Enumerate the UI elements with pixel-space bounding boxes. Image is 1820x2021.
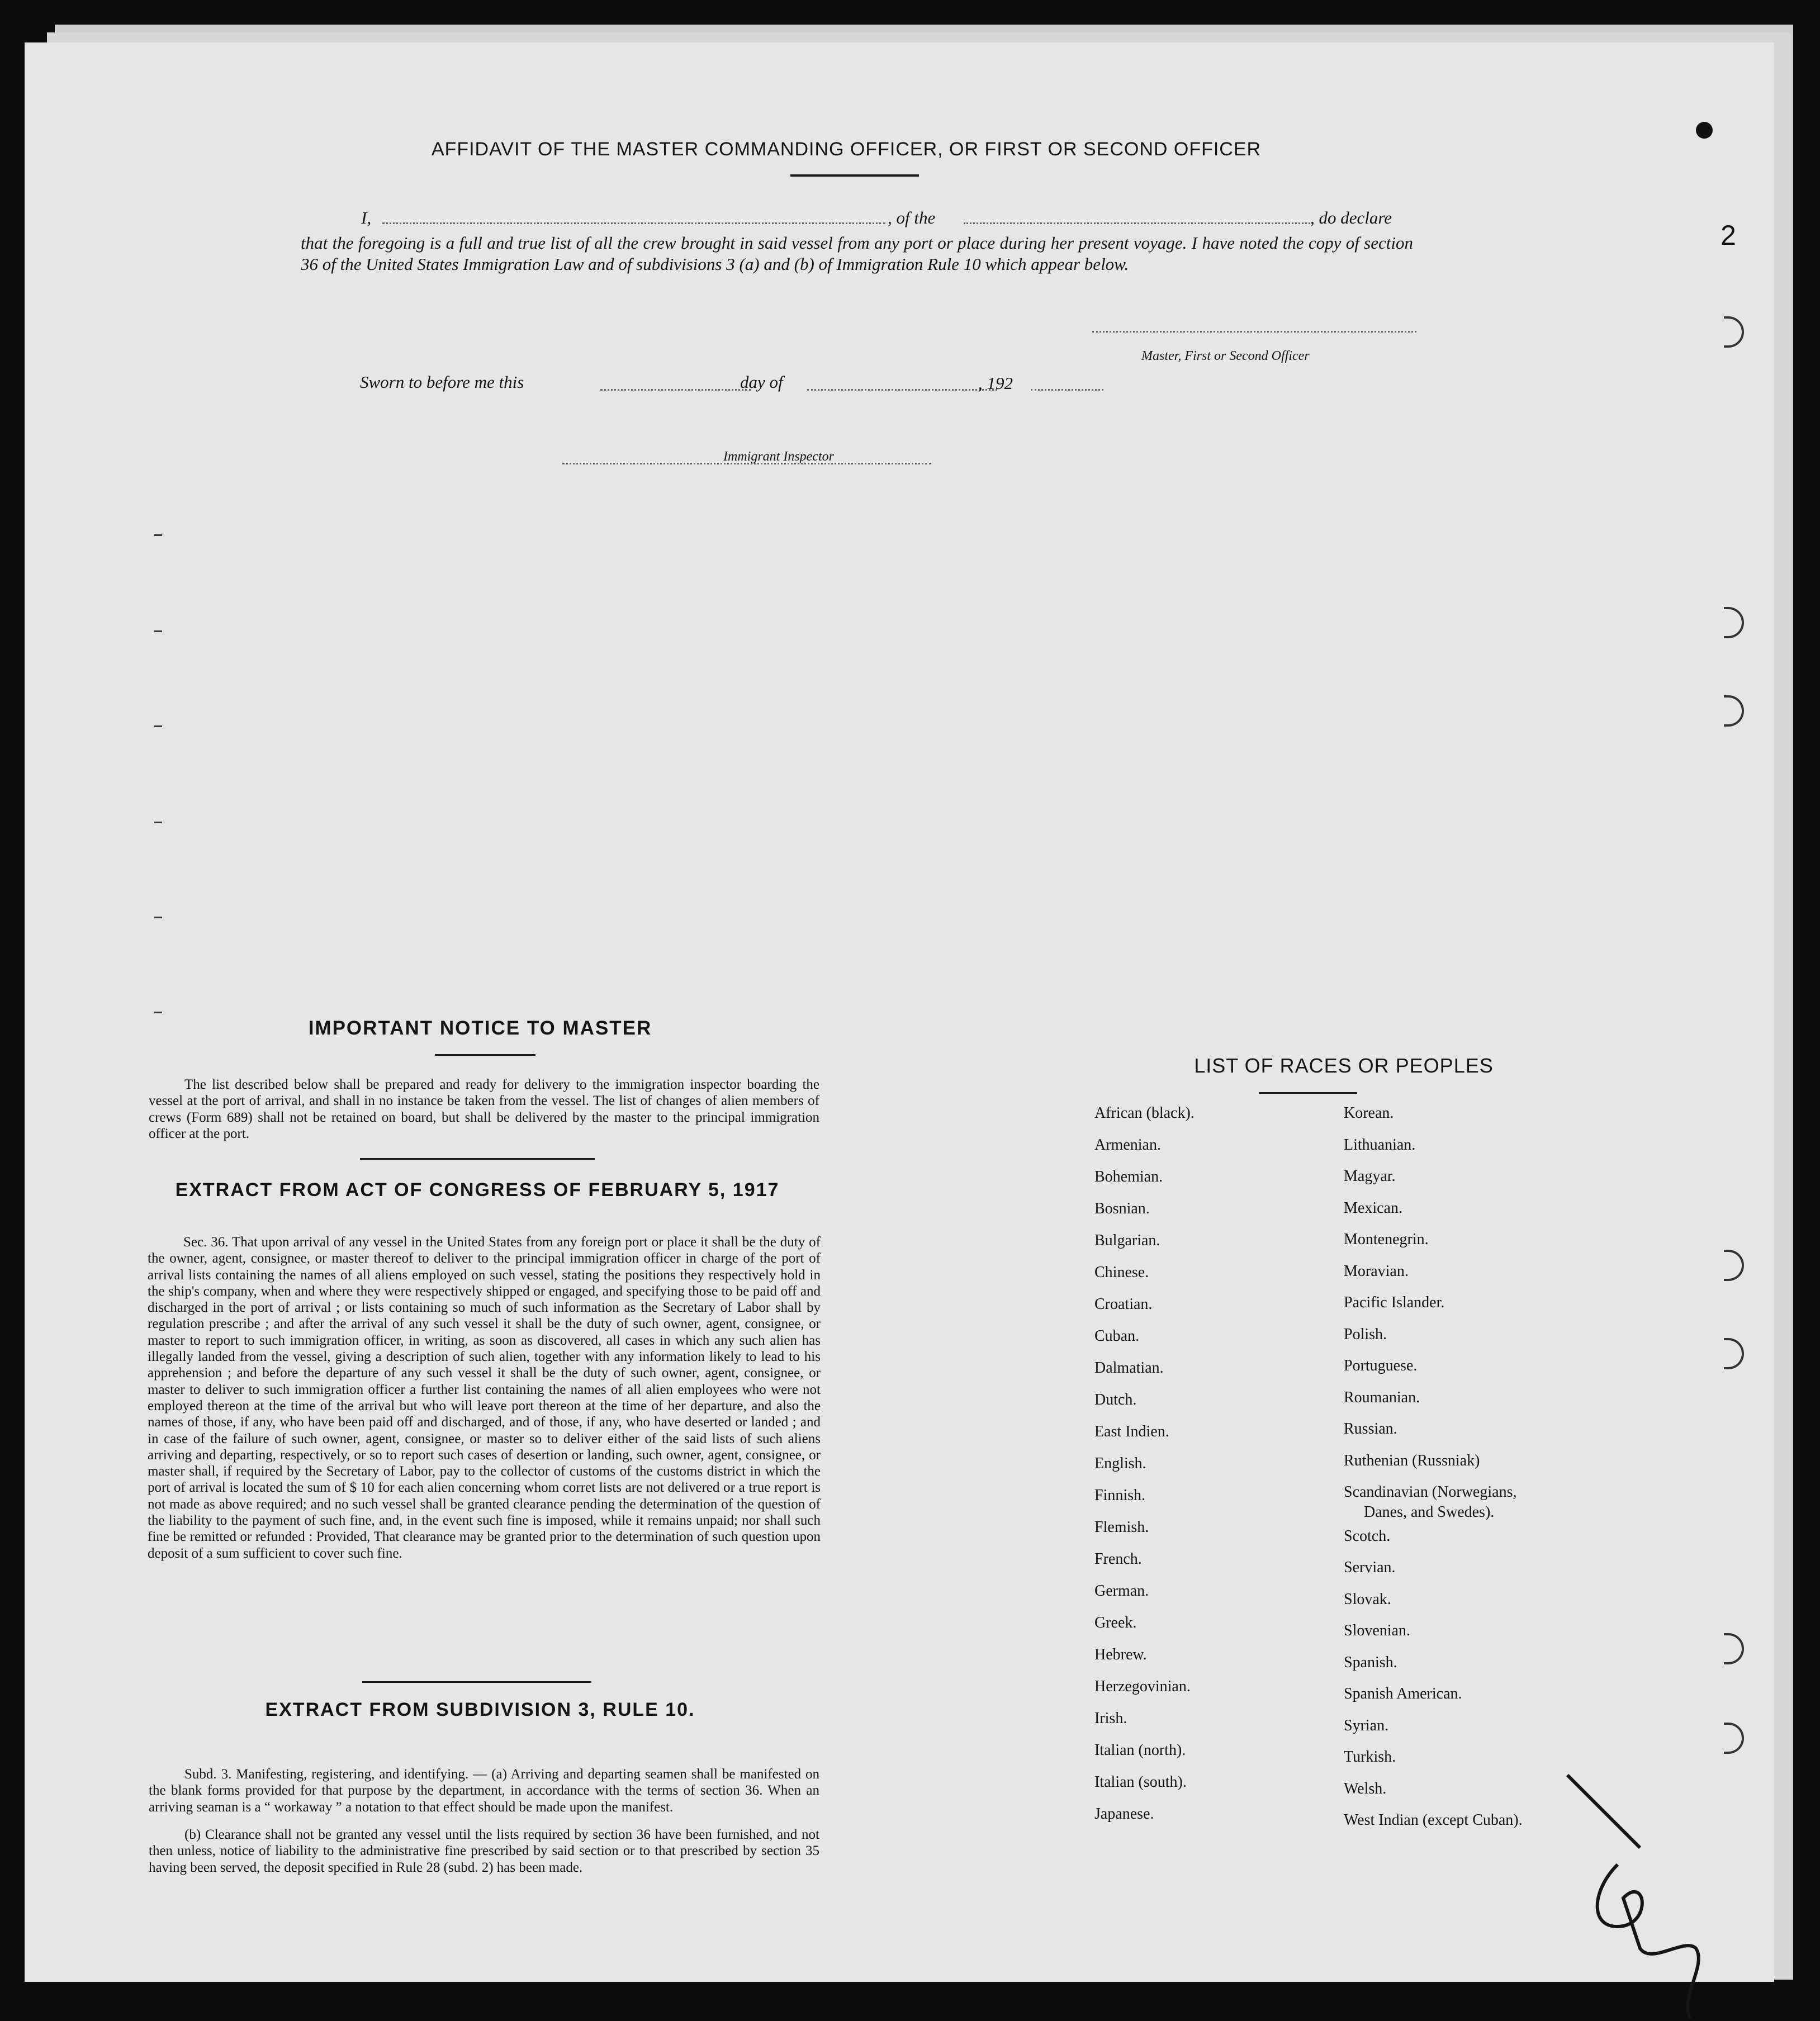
race-item: African (black).	[1094, 1104, 1195, 1122]
act-divider	[362, 1681, 591, 1683]
race-item: Ruthenian (Russniak)	[1344, 1451, 1480, 1469]
race-item: Montenegrin.	[1344, 1231, 1429, 1248]
races-title: LIST OF RACES OR PEOPLES	[1194, 1054, 1494, 1077]
race-item: Irish.	[1094, 1710, 1127, 1727]
punch-hole	[1724, 1633, 1744, 1664]
inspector-label: Immigrant Inspector	[723, 449, 834, 464]
act-title: EXTRACT FROM ACT OF CONGRESS OF FEBRUARY 5, 1917	[175, 1179, 780, 1201]
race-item: Greek.	[1094, 1614, 1137, 1631]
handwritten-checkmark	[1556, 1764, 1724, 2021]
margin-tick	[154, 725, 162, 727]
race-item: Finnish.	[1094, 1487, 1146, 1504]
notice-divider	[360, 1158, 595, 1160]
race-item: Pacific Islander.	[1344, 1294, 1445, 1311]
races-left-column	[1094, 1104, 1335, 1876]
blank-name	[382, 222, 885, 224]
blank-vessel	[964, 222, 1310, 224]
affidavit-do-declare: , do declare	[1310, 208, 1392, 227]
race-item: Polish.	[1344, 1325, 1387, 1343]
race-item: Portuguese.	[1344, 1357, 1418, 1374]
races-underline	[1259, 1092, 1357, 1094]
race-item: Flemish.	[1094, 1519, 1149, 1536]
race-item: Dutch.	[1094, 1391, 1137, 1408]
race-item: Scotch.	[1344, 1527, 1391, 1545]
race-item: Lithuanian.	[1344, 1136, 1416, 1154]
notice-underline	[435, 1054, 535, 1056]
rule-para-b: (b) Clearance shall not be granted any vessel until the lists required by section 36 have been furnished, and not then unless, notice of liability to the administrative fine prescribed by said section or to that prescribed by section 35 having been served, the deposit specified in Rule 28 (subd. 2) has been made.	[149, 1827, 819, 1875]
race-item: West Indian (except Cuban).	[1344, 1811, 1523, 1829]
race-item: Spanish American.	[1344, 1685, 1462, 1702]
race-item: Italian (south).	[1094, 1773, 1187, 1791]
margin-tick	[154, 917, 162, 918]
margin-tick	[154, 822, 162, 823]
race-item: Turkish.	[1344, 1748, 1396, 1766]
race-item: Dalmatian.	[1094, 1359, 1164, 1377]
race-item: Slovenian.	[1344, 1622, 1410, 1639]
race-item: Spanish.	[1344, 1653, 1397, 1671]
affidavit-line-i: I,	[361, 208, 372, 227]
race-item: Roumanian.	[1344, 1388, 1420, 1406]
races-right-column	[1344, 1104, 1579, 1876]
blank-signature	[1092, 331, 1416, 333]
sworn-prefix: Sworn to before me this	[360, 372, 524, 392]
signer-label: Master, First or Second Officer	[1141, 349, 1310, 363]
sworn-year: , 192	[978, 373, 1013, 393]
race-item: Syrian.	[1344, 1716, 1389, 1734]
race-item: Servian.	[1344, 1559, 1396, 1576]
blank-month	[807, 389, 997, 391]
race-item: Chinese.	[1094, 1264, 1149, 1281]
race-item: French.	[1094, 1550, 1142, 1568]
race-item: Magyar.	[1344, 1168, 1396, 1185]
race-item: Japanese.	[1094, 1805, 1154, 1823]
race-item: Cuban.	[1094, 1327, 1140, 1345]
punch-hole	[1724, 695, 1744, 727]
race-item: Bosnian.	[1094, 1200, 1150, 1217]
affidavit-title: AFFIDAVIT OF THE MASTER COMMANDING OFFICER, OR FIRST OR SECOND OFFICER	[431, 139, 1262, 160]
race-item: Moravian.	[1344, 1262, 1409, 1280]
punch-hole	[1724, 1250, 1744, 1281]
punch-hole	[1724, 607, 1744, 638]
rule-title: EXTRACT FROM SUBDIVISION 3, RULE 10.	[265, 1699, 695, 1720]
race-item: Russian.	[1344, 1420, 1397, 1438]
margin-tick	[154, 534, 162, 536]
act-body: Sec. 36. That upon arrival of any vessel in the United States from any foreign port or place it shall be the duty of the owner, agent, consignee, or master thereof to deliver to the principal immigration officer in charge of the port of arrival lists containing the names of all aliens employed on such vessel, stating the positions they respectively hold in the ship's company, when and where they were respectively shipped or engaged, and specifying those to be paid off and discharged in the port of arrival ; or lists containing so much of such information as the Secretary of Labor shall by regulation prescribe ; and after the arrival of any such vessel it shall be the duty of such owner, agent, consignee, or master to report to such immigration officer, in writing, as soon as discovered, all cases in which any such alien has illegally landed from the vessel, giving a description of such alien, together with any information likely to lead to his apprehension ; and before the departure of any such vessel it shall be the duty of such owner, agent, consignee, or master to deliver to such immigration officer a further list containing the names of all alien employees who were not employed thereon at the time of the arrival but who will leave port thereon at the time of her departure, and also the names of those, if any, who have been paid off and discharged, and of those, if any, who have deserted or landed ; and in case of the failure of such owner, agent, consignee, or master so to deliver either of the said lists of such aliens arriving and departing, respectively, or so to report such cases of desertion or landing, such owner, agent, consignee, or master shall, if required by the Secretary of Labor, pay to the collector of customs of the customs district in which the port of arrival is located the sum of $ 10 for each alien concerning whom corret lists are not delivered or a true report is not made as above required; and no such vessel shall be granted clearance pending the determination of the question of the liability to the payment of such fine, and, in the event such fine is imposed, while it remains unpaid; nor shall such fine be remitted or refunded : Provided, That clearance may be granted prior to the determination of such question upon deposit of a sum sufficient to cover such fine.	[148, 1235, 821, 1561]
blank-day	[600, 389, 751, 391]
notice-body: The list described below shall be prepared and ready for delivery to the immigration inspector boarding the vessel at the port of arrival, and shall in no instance be taken from the vessel. The list of changes of alien members of crews (Form 689) shall not be retained on board, but shall be delivered by the master to the principal immigration officer at the port.	[149, 1077, 819, 1141]
race-item: Slovak.	[1344, 1590, 1391, 1608]
margin-tick	[154, 1012, 162, 1013]
title-underline	[790, 174, 919, 177]
race-item: Hebrew.	[1094, 1646, 1147, 1663]
race-item: German.	[1094, 1582, 1149, 1600]
punch-hole	[1724, 316, 1744, 348]
race-item: Herzegovinian.	[1094, 1678, 1191, 1695]
race-item: Scandinavian (Norwegians,	[1344, 1483, 1517, 1501]
sworn-day-of: day of	[740, 372, 783, 392]
race-item: Bohemian.	[1094, 1168, 1163, 1185]
affidavit-body: that the foregoing is a full and true list of all the crew brought in said vessel from any port or place during her present voyage. I have noted the copy of section 36 of the United States Immigration Law and of subdivisions 3 (a) and (b) of Immigration Rule 10 which appear below.	[301, 233, 1413, 274]
margin-number: 2	[1721, 220, 1736, 251]
notice-title: IMPORTANT NOTICE TO MASTER	[308, 1017, 652, 1039]
margin-tick	[154, 630, 162, 632]
punch-hole	[1724, 1338, 1744, 1369]
race-continuation: Danes, and Swedes).	[1364, 1503, 1495, 1521]
affidavit-of-the: , of the	[888, 208, 936, 227]
race-item: Mexican.	[1344, 1199, 1402, 1217]
race-item: Italian (north).	[1094, 1742, 1186, 1759]
document-page	[25, 42, 1774, 1982]
race-item: Armenian.	[1094, 1136, 1161, 1154]
race-item: English.	[1094, 1455, 1146, 1472]
rule-para-a: Subd. 3. Manifesting, registering, and identifying. — (a) Arriving and departing seamen shall be manifested on the blank forms provided for that purpose by the department, in accordance with the terms of section 36. When an arriving seaman is a “ workaway ” a notation to that effect should be made upon the manifest.	[149, 1767, 819, 1815]
race-item: Welsh.	[1344, 1780, 1387, 1797]
blank-year	[1031, 389, 1103, 391]
race-item: East Indien.	[1094, 1423, 1169, 1440]
ink-dot	[1696, 122, 1713, 139]
race-item: Korean.	[1344, 1104, 1394, 1122]
punch-hole	[1724, 1723, 1744, 1754]
race-item: Bulgarian.	[1094, 1232, 1160, 1249]
race-item: Croatian.	[1094, 1296, 1153, 1313]
